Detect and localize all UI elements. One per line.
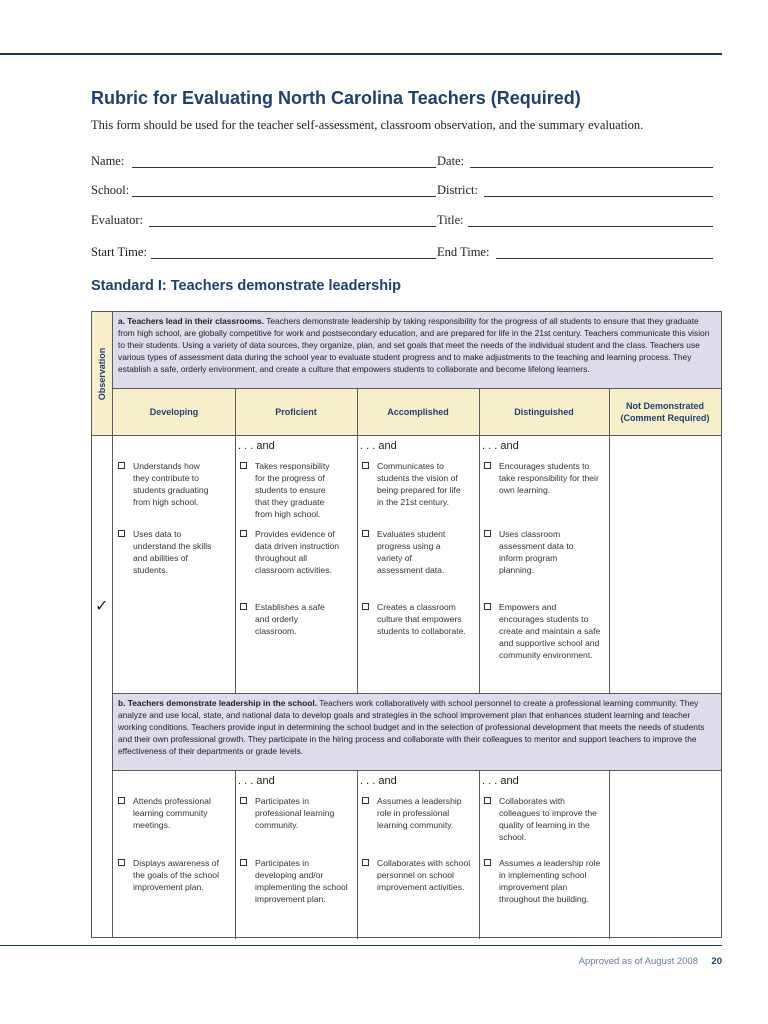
evaluator-label: Evaluator: <box>91 213 144 227</box>
item-text: Attends professional learning community meetings. <box>133 796 211 830</box>
end-time-label: End Time: <box>437 245 490 259</box>
element-b-text: Teachers work collaboratively with school personnel to create a professional learning community. They analyze and use local, state, and national data to develop goals and strategies in the school improvement plan that enhances student learning and teacher working conditions. Teachers provide input in determining the school budget and in the selection of professional development that meets the needs of students and their own professional growth. They participate in the hiring process and collaborate with their colleagues to mentor and support teachers to improve the effectiveness of their departments or grade levels. <box>118 698 705 756</box>
item-text: Evaluates student progress using a variety of assessment data. <box>377 529 446 575</box>
checkmark-icon[interactable]: ✓ <box>95 596 109 615</box>
column-header-row <box>113 389 721 436</box>
district-field[interactable] <box>484 196 713 197</box>
rubric-item-b-developing-1 <box>118 795 231 831</box>
observation-label: Observation <box>97 347 107 401</box>
start-time-field[interactable] <box>151 258 436 259</box>
column-divider <box>235 771 236 939</box>
checkbox[interactable] <box>484 603 491 610</box>
checkbox[interactable] <box>240 797 247 804</box>
rubric-item-a-proficient-3 <box>240 601 330 637</box>
evaluator-field[interactable] <box>149 226 436 227</box>
rubric-item-a-accomplished-1 <box>362 460 462 508</box>
checkbox[interactable] <box>118 797 125 804</box>
rubric-item-a-distinguished-1 <box>484 460 599 496</box>
column-divider <box>609 389 610 693</box>
checkbox[interactable] <box>484 797 491 804</box>
checkbox[interactable] <box>362 797 369 804</box>
school-label: School: <box>91 183 130 197</box>
checkbox[interactable] <box>362 859 369 866</box>
item-text: Collaborates with colleagues to improve the quality of learning in the school. <box>499 796 597 842</box>
column-header-developing: Developing <box>149 407 199 417</box>
checkbox[interactable] <box>240 462 247 469</box>
and-label: . . . and <box>360 775 397 787</box>
item-text: Uses classroom assessment data to inform program planning. <box>499 529 574 575</box>
item-text: Establishes a safe and orderly classroom. <box>255 602 325 636</box>
checkbox[interactable] <box>240 530 247 537</box>
standard-title: Standard I: Teachers demonstrate leadership <box>91 278 401 294</box>
rubric-item-b-developing-2 <box>118 857 223 893</box>
column-header-accomplished: Accomplished <box>387 407 449 417</box>
title-label: Title: <box>437 213 464 227</box>
checkbox[interactable] <box>484 530 491 537</box>
column-divider <box>357 771 358 939</box>
name-label: Name: <box>91 154 125 168</box>
school-field[interactable] <box>132 196 436 197</box>
rubric-item-b-distinguished-2 <box>484 857 601 905</box>
title-field[interactable] <box>468 226 713 227</box>
rubric-item-a-proficient-2 <box>240 528 340 576</box>
column-header-not-demonstrated: Not Demonstrated (Comment Required) <box>620 401 710 423</box>
checkbox[interactable] <box>484 462 491 469</box>
checkbox[interactable] <box>362 530 369 537</box>
column-divider <box>235 389 236 693</box>
footer-approved: Approved as of August 2008 <box>578 956 698 967</box>
form-row-school-district <box>91 182 713 200</box>
date-label: Date: <box>437 154 465 168</box>
and-label: . . . and <box>482 440 519 452</box>
date-field[interactable] <box>470 167 713 168</box>
rubric-item-a-accomplished-2 <box>362 528 457 576</box>
item-text: Uses data to understand the skills and abilities of students. <box>133 529 212 575</box>
element-a-heading: a. Teachers lead in their classrooms. <box>118 316 265 326</box>
and-label: . . . and <box>360 440 397 452</box>
checkbox[interactable] <box>118 530 125 537</box>
element-b-heading: b. Teachers demonstrate leadership in the school. <box>118 698 318 708</box>
item-text: Participates in professional learning community. <box>255 796 335 830</box>
page-subtitle: This form should be used for the teacher self-assessment, classroom observation, and the summary evaluation. <box>91 118 644 132</box>
district-label: District: <box>437 183 478 197</box>
top-rule <box>0 53 722 55</box>
page-number: 20 <box>711 956 722 967</box>
column-divider <box>357 389 358 693</box>
item-text: Provides evidence of data driven instruction throughout all classroom activities. <box>255 529 340 575</box>
item-text: Displays awareness of the goals of the school improvement plan. <box>133 858 219 892</box>
element-b-description <box>113 693 721 771</box>
form-row-start-end <box>91 244 713 262</box>
and-label: . . . and <box>482 775 519 787</box>
observation-column <box>92 312 113 937</box>
column-divider <box>479 389 480 693</box>
checkbox[interactable] <box>118 462 125 469</box>
item-text: Encourages students to take responsibility for their own learning. <box>499 461 599 495</box>
element-a-text: Teachers demonstrate leadership by taking responsibility for the progress of all students to ensure that they graduate from high school, are globally competitive for work and postsecondary education, and are prepared for life in the 21st century. Teachers communicate this vision to their students. Using a variety of data sources, they organize, plan, and set goals that meet the needs of the individual student and the class. Teachers use various types of assessment data during the school year to evaluate student progress and to make adjustments to the teaching and learning process. They establish a safe, orderly environment, and create a culture that empowers students to collaborate and become lifelong learners. <box>118 316 710 374</box>
item-text: Understands how they contribute to students graduating from high school. <box>133 461 209 507</box>
rubric-item-b-proficient-1 <box>240 795 350 831</box>
checkbox[interactable] <box>484 859 491 866</box>
rubric-item-a-developing-2 <box>118 528 218 576</box>
item-text: Empowers and encourages students to create and maintain a safe and supportive school and community environment. <box>499 602 601 660</box>
rubric-item-a-distinguished-2 <box>484 528 594 576</box>
item-text: Collaborates with school personnel on school improvement activities. <box>377 858 471 892</box>
item-text: Assumes a leadership role in implementing school improvement plan throughout the building. <box>499 858 601 904</box>
item-text: Takes responsibility for the progress of students to ensure that they graduate from high school. <box>255 461 330 519</box>
item-text: Assumes a leadership role in professional learning community. <box>377 796 462 830</box>
item-text: Creates a classroom culture that empowers students to collaborate. <box>377 602 466 636</box>
element-a-description <box>113 312 721 389</box>
checkbox[interactable] <box>240 603 247 610</box>
observation-header <box>92 312 112 436</box>
rubric-item-b-proficient-2 <box>240 857 350 905</box>
form-row-evaluator-title <box>91 212 713 230</box>
rubric-item-b-accomplished-2 <box>362 857 472 893</box>
page-title: Rubric for Evaluating North Carolina Teachers (Required) <box>91 88 581 108</box>
rubric-item-b-distinguished-1 <box>484 795 599 843</box>
end-time-field[interactable] <box>496 258 713 259</box>
item-text: Participates in developing and/or implementing the school improvement plan. <box>255 858 348 904</box>
checkbox[interactable] <box>362 462 369 469</box>
item-text: Communicates to students the vision of being prepared for life in the 21st century. <box>377 461 461 507</box>
column-header-proficient: Proficient <box>275 407 317 417</box>
and-label: . . . and <box>238 440 275 452</box>
column-divider <box>479 771 480 939</box>
name-field[interactable] <box>132 167 436 168</box>
checkbox[interactable] <box>240 859 247 866</box>
column-divider <box>609 771 610 939</box>
checkbox[interactable] <box>118 859 125 866</box>
checkbox[interactable] <box>362 603 369 610</box>
rubric-item-b-accomplished-1 <box>362 795 472 831</box>
rubric-item-a-developing-1 <box>118 460 218 508</box>
bottom-rule <box>0 945 722 946</box>
rubric-item-a-proficient-1 <box>240 460 340 520</box>
rubric-item-a-accomplished-3 <box>362 601 472 637</box>
rubric-content <box>113 312 721 937</box>
rubric-item-a-distinguished-3 <box>484 601 601 661</box>
column-header-distinguished: Distinguished <box>514 407 574 417</box>
rubric-table <box>91 311 722 938</box>
form-row-name-date <box>91 153 713 171</box>
start-time-label: Start Time: <box>91 245 147 259</box>
and-label: . . . and <box>238 775 275 787</box>
